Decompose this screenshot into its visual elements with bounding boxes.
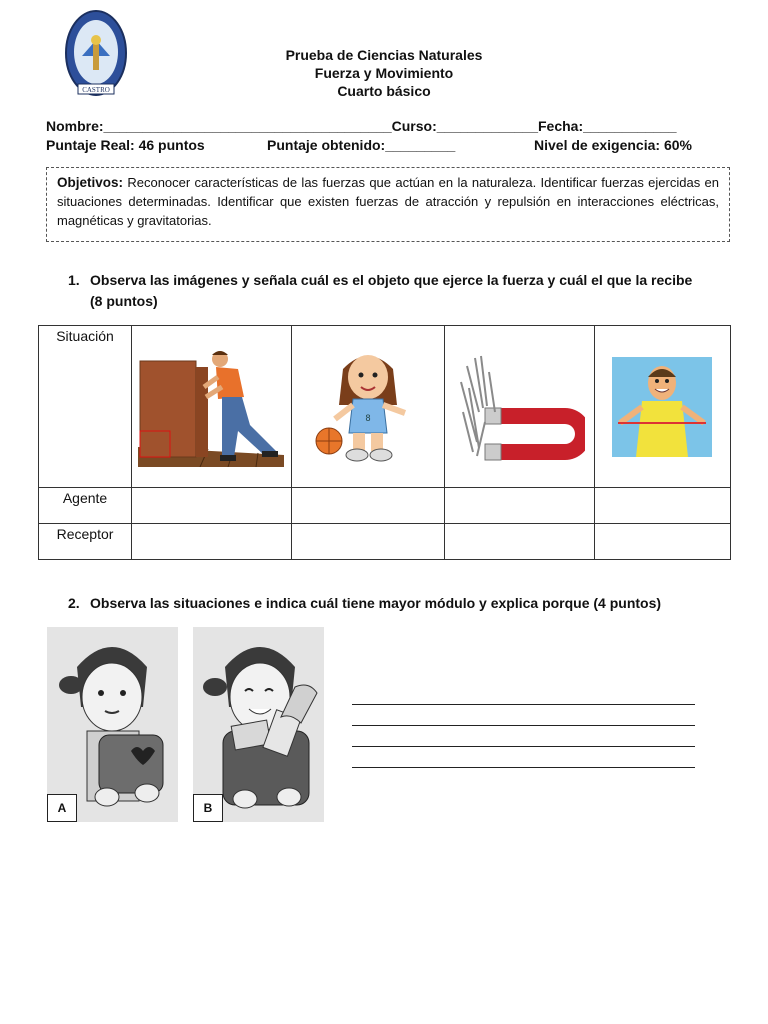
answer-line-2[interactable] — [352, 705, 695, 726]
logo-caption: CASTRO — [82, 86, 110, 94]
table-row-situacion — [39, 326, 731, 488]
row-label-agente: Agente — [39, 488, 132, 524]
situation-cell-2 — [291, 326, 445, 488]
answer-line-4[interactable] — [352, 747, 695, 768]
row-label-receptor: Receptor — [39, 524, 132, 560]
situation-b-image — [193, 627, 324, 822]
table-row-receptor — [39, 524, 731, 560]
table-row-agente — [39, 488, 731, 524]
receptor-answer-1[interactable] — [132, 524, 292, 560]
situations-table — [38, 325, 731, 560]
label-b: B — [193, 794, 223, 822]
title-line-2: Fuerza y Movimiento — [314, 65, 454, 81]
answer-lines — [352, 684, 695, 768]
receptor-answer-2[interactable] — [291, 524, 445, 560]
question-1-text: Observa las imágenes y señala cuál es el objeto que ejerce la fuerza y cuál el que la recibe (8 puntos) — [90, 272, 693, 309]
situation-cell-3 — [445, 326, 594, 488]
objectives-label: Objetivos: — [57, 175, 124, 190]
answer-line-3[interactable] — [352, 726, 695, 747]
puntaje-real: Puntaje Real: 46 puntos — [46, 137, 205, 153]
question-2-number: 2. — [68, 595, 80, 611]
title-line-1: Prueba de Ciencias Naturales — [285, 47, 483, 63]
agente-answer-1[interactable] — [132, 488, 292, 524]
svg-text:8: 8 — [365, 412, 371, 423]
situation-cell-1 — [132, 326, 292, 488]
agente-answer-4[interactable] — [594, 488, 730, 524]
question-2-text: Observa las situaciones e indica cuál tiene mayor módulo y explica porque (4 puntos) — [90, 595, 662, 611]
title-line-3: Cuarto básico — [337, 83, 431, 99]
objectives-box — [46, 167, 730, 242]
girl-dribbling-ball-image — [313, 347, 423, 467]
puntaje-obtenido: Puntaje obtenido:_________ — [267, 137, 456, 153]
man-elastic-image — [612, 357, 712, 457]
answer-line-1[interactable] — [352, 684, 695, 705]
question-1-number: 1. — [68, 272, 80, 288]
page-title — [0, 46, 768, 100]
man-pushing-cabinet-image — [138, 347, 284, 467]
question-1 — [68, 270, 708, 312]
situation-cell-4 — [594, 326, 730, 488]
row-label-situacion: Situación — [39, 326, 132, 488]
objectives-text: Reconocer características de las fuerzas que actúan en la naturaleza. Identificar fuerzas ejercidas en situaciones determinadas. Identificar que existen fuerzas de atracción y repulsión en interacciones eléctricas, magnéticas y gravitatorias. — [57, 175, 719, 228]
receptor-answer-4[interactable] — [594, 524, 730, 560]
agente-answer-2[interactable] — [291, 488, 445, 524]
receptor-answer-3[interactable] — [445, 524, 594, 560]
agente-answer-3[interactable] — [445, 488, 594, 524]
situation-a-image — [47, 627, 178, 822]
name-course-date-line: Nombre:_____________________________________Curso:_____________Fecha:____________ — [46, 118, 677, 134]
question-2 — [68, 593, 748, 614]
nivel-exigencia: Nivel de exigencia: 60% — [534, 137, 692, 153]
label-a: A — [47, 794, 77, 822]
magnet-clips-image — [455, 352, 585, 462]
